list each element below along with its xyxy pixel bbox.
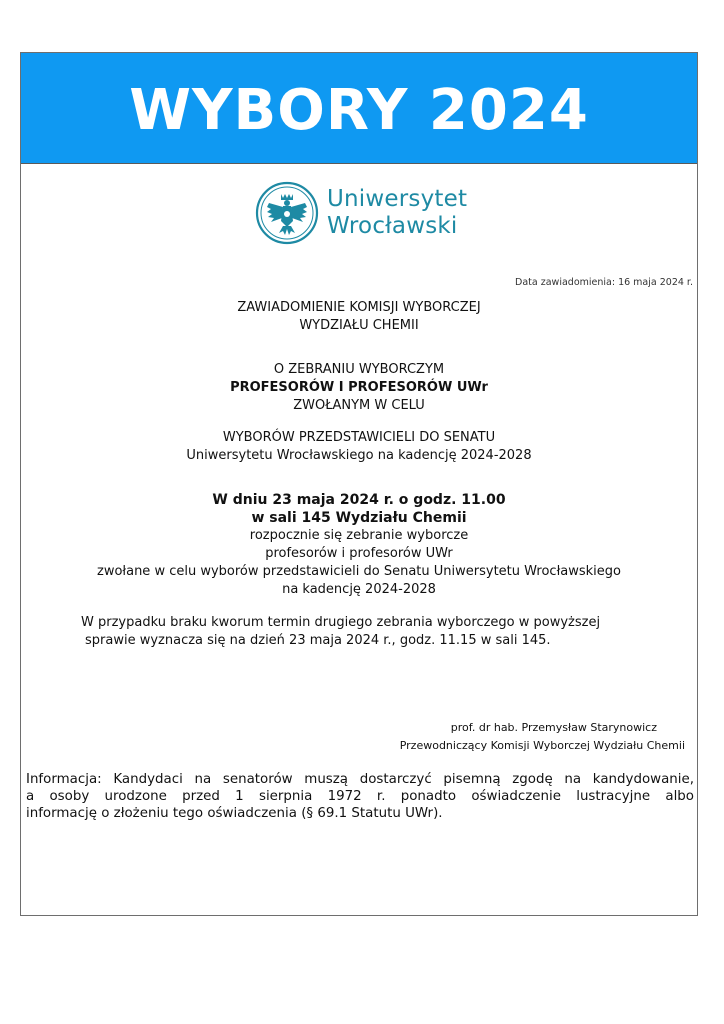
quorum-notice (81, 614, 681, 650)
meeting-subject (21, 361, 697, 415)
university-logo (255, 180, 475, 246)
university-name (327, 186, 467, 240)
header-line1: ZAWIADOMIENIE KOMISJI WYBORCZEJ (237, 300, 481, 315)
meeting-details (21, 491, 697, 599)
university-name-line1: Uniwersytet (327, 186, 468, 212)
meeting-date-time: W dniu 23 maja 2024 r. o godz. 11.00 (212, 492, 506, 508)
info-line1: Informacja: Kandydaci na senatorów muszą dostarczyć pisemną zgodę na kandydowanie, (26, 772, 694, 787)
purpose-line2: Uniwersytetu Wrocławskiego na kadencję 2024-2028 (186, 448, 532, 463)
meeting-line1: O ZEBRANIU WYBORCZYM (273, 362, 445, 377)
notice-frame (20, 52, 698, 916)
notice-date: Data zawiadomienia: 16 maja 2024 r. (515, 277, 693, 288)
info-line2: a osoby urodzone przed 1 sierpnia 1972 r. ponadto oświadczenie lustracyjne albo (26, 789, 694, 804)
meeting-line3: ZWOŁANYM W CELU (293, 398, 425, 413)
signatory-role: Przewodniczący Komisji Wyborczej Wydziału Chemii (399, 739, 685, 752)
university-eagle-seal-icon (255, 181, 319, 245)
details-line6: na kadencję 2024-2028 (282, 582, 436, 597)
candidate-information (26, 771, 694, 822)
purpose-line1: WYBORÓW PRZEDSTAWICIELI DO SENATU (222, 430, 496, 445)
meeting-room: w sali 145 Wydziału Chemii (251, 510, 467, 526)
university-name-line2: Wrocławski (327, 213, 458, 239)
details-line3: rozpocznie się zebranie wyborcze (249, 528, 469, 543)
signatory-name: prof. dr hab. Przemysław Starynowicz (450, 721, 657, 734)
title-banner (21, 53, 697, 164)
info-line3: informację o złożeniu tego oświadczenia (§ 69.1 Statutu UWr). (26, 806, 443, 821)
header-line2: WYDZIAŁU CHEMII (299, 318, 419, 333)
details-line4: profesorów i profesorów UWr (265, 546, 453, 561)
meeting-line2: PROFESORÓW I PROFESORÓW UWr (230, 380, 488, 395)
signature-block (285, 719, 685, 755)
details-line5: zwołane w celu wyborów przedstawicieli do Senatu Uniwersytetu Wrocławskiego (97, 564, 621, 579)
banner-title: WYBORY 2024 (129, 77, 589, 143)
committee-header (21, 299, 697, 335)
election-purpose (21, 429, 697, 465)
notice-line1: W przypadku braku kworum termin drugiego zebrania wyborczego w powyższej (81, 615, 601, 630)
notice-line2: sprawie wyznacza się na dzień 23 maja 2024 r., godz. 11.15 w sali 145. (85, 633, 551, 648)
